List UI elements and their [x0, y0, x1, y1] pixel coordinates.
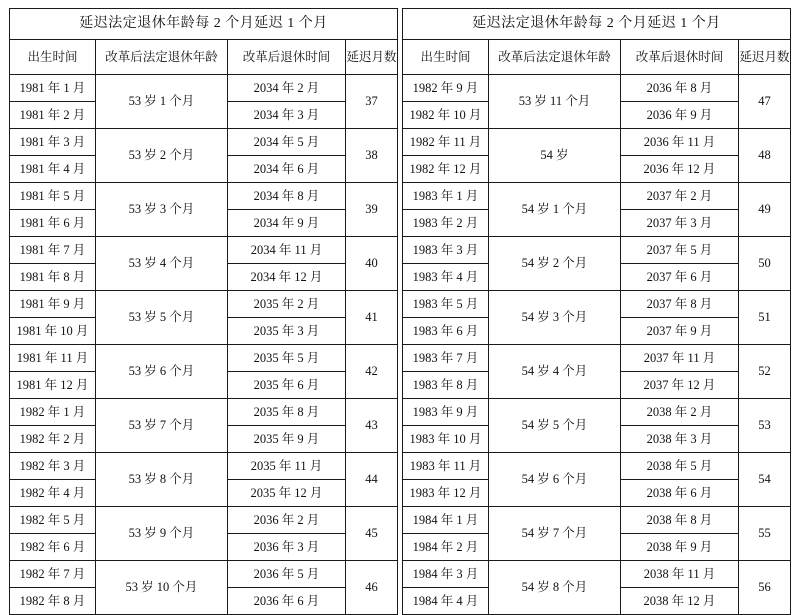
column-header-birth-time: 出生时间	[403, 40, 489, 75]
table-row	[403, 345, 791, 372]
cell-birth-time: 1983 年 11 月	[403, 453, 489, 480]
cell-birth-time: 1981 年 8 月	[10, 264, 96, 291]
cell-legal-retirement-age: 53 岁 8 个月	[96, 453, 228, 507]
table-row	[10, 75, 398, 102]
cell-retirement-time: 2038 年 9 月	[621, 534, 739, 561]
cell-birth-time: 1981 年 10 月	[10, 318, 96, 345]
cell-birth-time: 1983 年 9 月	[403, 399, 489, 426]
column-header-delay-months: 延迟月数	[346, 40, 398, 75]
cell-birth-time: 1983 年 10 月	[403, 426, 489, 453]
cell-birth-time: 1982 年 7 月	[10, 561, 96, 588]
cell-legal-retirement-age: 54 岁 8 个月	[489, 561, 621, 615]
table-row	[403, 183, 791, 210]
table-row	[10, 129, 398, 156]
cell-birth-time: 1983 年 3 月	[403, 237, 489, 264]
table-title: 延迟法定退休年龄每 2 个月延迟 1 个月	[10, 9, 398, 40]
cell-retirement-time: 2037 年 2 月	[621, 183, 739, 210]
table-title-row	[10, 9, 398, 40]
table-body-left	[10, 9, 398, 615]
cell-retirement-time: 2035 年 2 月	[228, 291, 346, 318]
cell-retirement-time: 2038 年 12 月	[621, 588, 739, 615]
cell-retirement-time: 2035 年 6 月	[228, 372, 346, 399]
table-row	[10, 507, 398, 534]
table-row	[10, 237, 398, 264]
cell-retirement-time: 2038 年 3 月	[621, 426, 739, 453]
cell-retirement-time: 2038 年 2 月	[621, 399, 739, 426]
cell-retirement-time: 2038 年 6 月	[621, 480, 739, 507]
cell-birth-time: 1981 年 2 月	[10, 102, 96, 129]
column-header-legal-retirement-age: 改革后法定退休年龄	[489, 40, 621, 75]
cell-retirement-time: 2035 年 9 月	[228, 426, 346, 453]
cell-birth-time: 1982 年 9 月	[403, 75, 489, 102]
cell-retirement-time: 2037 年 8 月	[621, 291, 739, 318]
cell-retirement-time: 2038 年 5 月	[621, 453, 739, 480]
cell-retirement-time: 2036 年 9 月	[621, 102, 739, 129]
cell-birth-time: 1984 年 1 月	[403, 507, 489, 534]
cell-delay-months: 49	[739, 183, 791, 237]
retirement-schedule-table-right	[402, 8, 791, 615]
cell-legal-retirement-age: 54 岁 4 个月	[489, 345, 621, 399]
cell-delay-months: 51	[739, 291, 791, 345]
cell-delay-months: 56	[739, 561, 791, 615]
cell-delay-months: 44	[346, 453, 398, 507]
table-row	[403, 561, 791, 588]
cell-retirement-time: 2035 年 8 月	[228, 399, 346, 426]
table-body-right	[403, 9, 791, 615]
cell-legal-retirement-age: 53 岁 10 个月	[96, 561, 228, 615]
cell-retirement-time: 2034 年 3 月	[228, 102, 346, 129]
cell-birth-time: 1984 年 4 月	[403, 588, 489, 615]
cell-retirement-time: 2035 年 3 月	[228, 318, 346, 345]
column-header-legal-retirement-age: 改革后法定退休年龄	[96, 40, 228, 75]
table-row	[403, 507, 791, 534]
cell-delay-months: 46	[346, 561, 398, 615]
cell-birth-time: 1981 年 1 月	[10, 75, 96, 102]
cell-retirement-time: 2036 年 2 月	[228, 507, 346, 534]
cell-birth-time: 1982 年 4 月	[10, 480, 96, 507]
table-row	[403, 399, 791, 426]
cell-legal-retirement-age: 54 岁 6 个月	[489, 453, 621, 507]
table-row	[10, 291, 398, 318]
cell-retirement-time: 2036 年 11 月	[621, 129, 739, 156]
cell-legal-retirement-age: 53 岁 6 个月	[96, 345, 228, 399]
cell-legal-retirement-age: 53 岁 11 个月	[489, 75, 621, 129]
cell-birth-time: 1982 年 6 月	[10, 534, 96, 561]
cell-delay-months: 43	[346, 399, 398, 453]
cell-legal-retirement-age: 53 岁 3 个月	[96, 183, 228, 237]
cell-retirement-time: 2035 年 12 月	[228, 480, 346, 507]
cell-retirement-time: 2038 年 8 月	[621, 507, 739, 534]
cell-birth-time: 1983 年 4 月	[403, 264, 489, 291]
cell-delay-months: 38	[346, 129, 398, 183]
cell-retirement-time: 2037 年 9 月	[621, 318, 739, 345]
cell-retirement-time: 2036 年 8 月	[621, 75, 739, 102]
cell-retirement-time: 2034 年 8 月	[228, 183, 346, 210]
cell-delay-months: 40	[346, 237, 398, 291]
cell-retirement-time: 2038 年 11 月	[621, 561, 739, 588]
table-row	[10, 183, 398, 210]
cell-legal-retirement-age: 54 岁 2 个月	[489, 237, 621, 291]
cell-legal-retirement-age: 54 岁 1 个月	[489, 183, 621, 237]
cell-birth-time: 1982 年 5 月	[10, 507, 96, 534]
table-row	[10, 399, 398, 426]
cell-retirement-time: 2034 年 11 月	[228, 237, 346, 264]
cell-retirement-time: 2035 年 5 月	[228, 345, 346, 372]
cell-retirement-time: 2037 年 5 月	[621, 237, 739, 264]
cell-birth-time: 1983 年 2 月	[403, 210, 489, 237]
cell-legal-retirement-age: 53 岁 4 个月	[96, 237, 228, 291]
table-title: 延迟法定退休年龄每 2 个月延迟 1 个月	[403, 9, 791, 40]
cell-delay-months: 52	[739, 345, 791, 399]
cell-retirement-time: 2034 年 12 月	[228, 264, 346, 291]
cell-legal-retirement-age: 53 岁 5 个月	[96, 291, 228, 345]
cell-birth-time: 1983 年 5 月	[403, 291, 489, 318]
cell-retirement-time: 2034 年 9 月	[228, 210, 346, 237]
cell-birth-time: 1983 年 7 月	[403, 345, 489, 372]
table-row	[10, 345, 398, 372]
table-row	[403, 291, 791, 318]
cell-birth-time: 1981 年 7 月	[10, 237, 96, 264]
table-header-row	[403, 40, 791, 75]
cell-birth-time: 1981 年 5 月	[10, 183, 96, 210]
cell-birth-time: 1982 年 11 月	[403, 129, 489, 156]
cell-birth-time: 1983 年 8 月	[403, 372, 489, 399]
table-row	[10, 561, 398, 588]
cell-birth-time: 1982 年 12 月	[403, 156, 489, 183]
cell-retirement-time: 2037 年 6 月	[621, 264, 739, 291]
cell-delay-months: 53	[739, 399, 791, 453]
cell-birth-time: 1983 年 12 月	[403, 480, 489, 507]
cell-birth-time: 1983 年 1 月	[403, 183, 489, 210]
cell-retirement-time: 2037 年 3 月	[621, 210, 739, 237]
cell-delay-months: 47	[739, 75, 791, 129]
cell-legal-retirement-age: 54 岁 5 个月	[489, 399, 621, 453]
retirement-schedule-table-left	[9, 8, 398, 615]
cell-birth-time: 1982 年 10 月	[403, 102, 489, 129]
cell-birth-time: 1982 年 1 月	[10, 399, 96, 426]
cell-retirement-time: 2037 年 11 月	[621, 345, 739, 372]
cell-birth-time: 1981 年 12 月	[10, 372, 96, 399]
cell-delay-months: 39	[346, 183, 398, 237]
cell-retirement-time: 2034 年 5 月	[228, 129, 346, 156]
cell-retirement-time: 2034 年 6 月	[228, 156, 346, 183]
column-header-birth-time: 出生时间	[10, 40, 96, 75]
cell-delay-months: 45	[346, 507, 398, 561]
cell-birth-time: 1982 年 3 月	[10, 453, 96, 480]
cell-retirement-time: 2036 年 12 月	[621, 156, 739, 183]
table-row	[403, 129, 791, 156]
cell-retirement-time: 2036 年 3 月	[228, 534, 346, 561]
table-row	[403, 453, 791, 480]
column-header-retirement-time: 改革后退休时间	[621, 40, 739, 75]
cell-legal-retirement-age: 53 岁 2 个月	[96, 129, 228, 183]
cell-delay-months: 50	[739, 237, 791, 291]
cell-delay-months: 41	[346, 291, 398, 345]
cell-birth-time: 1981 年 11 月	[10, 345, 96, 372]
cell-birth-time: 1984 年 2 月	[403, 534, 489, 561]
cell-delay-months: 48	[739, 129, 791, 183]
cell-retirement-time: 2035 年 11 月	[228, 453, 346, 480]
table-row	[403, 75, 791, 102]
cell-legal-retirement-age: 53 岁 9 个月	[96, 507, 228, 561]
cell-birth-time: 1981 年 4 月	[10, 156, 96, 183]
table-row	[10, 453, 398, 480]
cell-delay-months: 42	[346, 345, 398, 399]
cell-delay-months: 37	[346, 75, 398, 129]
cell-legal-retirement-age: 54 岁 7 个月	[489, 507, 621, 561]
table-header-row	[10, 40, 398, 75]
column-header-delay-months: 延迟月数	[739, 40, 791, 75]
table-title-row	[403, 9, 791, 40]
cell-delay-months: 55	[739, 507, 791, 561]
cell-legal-retirement-age: 53 岁 1 个月	[96, 75, 228, 129]
cell-birth-time: 1984 年 3 月	[403, 561, 489, 588]
cell-legal-retirement-age: 54 岁	[489, 129, 621, 183]
cell-retirement-time: 2034 年 2 月	[228, 75, 346, 102]
cell-retirement-time: 2037 年 12 月	[621, 372, 739, 399]
cell-delay-months: 54	[739, 453, 791, 507]
cell-birth-time: 1983 年 6 月	[403, 318, 489, 345]
cell-legal-retirement-age: 54 岁 3 个月	[489, 291, 621, 345]
cell-legal-retirement-age: 53 岁 7 个月	[96, 399, 228, 453]
cell-birth-time: 1982 年 8 月	[10, 588, 96, 615]
cell-birth-time: 1981 年 6 月	[10, 210, 96, 237]
table-row	[403, 237, 791, 264]
column-header-retirement-time: 改革后退休时间	[228, 40, 346, 75]
cell-birth-time: 1982 年 2 月	[10, 426, 96, 453]
cell-birth-time: 1981 年 9 月	[10, 291, 96, 318]
cell-birth-time: 1981 年 3 月	[10, 129, 96, 156]
cell-retirement-time: 2036 年 5 月	[228, 561, 346, 588]
cell-retirement-time: 2036 年 6 月	[228, 588, 346, 615]
